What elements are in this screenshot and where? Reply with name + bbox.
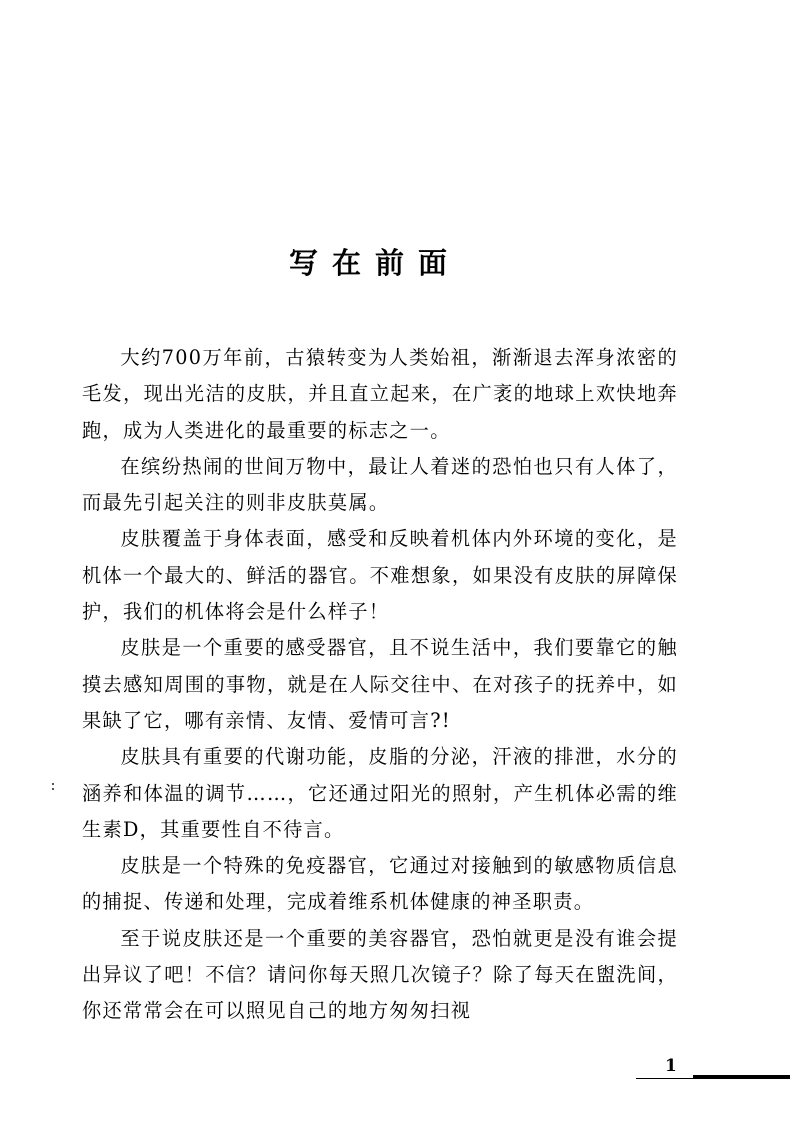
paragraph: 至于说皮肤还是一个重要的美容器官，恐怕就更是没有谁会提出异议了吧！不信？请问你每天照几次镜子？除了每天在盥洗间，你还常常会在可以照见自己的地方匆匆扫视	[82, 926, 678, 1023]
page-title: 写在前面	[288, 246, 461, 281]
paragraph: 大约700万年前，古猿转变为人类始祖，渐渐退去浑身浓密的毛发，现出光洁的皮肤，并且直立起来，在广袤的地球上欢快地奔跑，成为人类进化的最重要的标志之一。	[82, 346, 678, 442]
body-text	[82, 340, 678, 1030]
paragraph: 皮肤覆盖于身体表面，感受和反映着机体内外环境的变化，是机体一个最大的、鲜活的器官。不难想象，如果没有皮肤的屏障保护，我们的机体将会是什么样子！	[82, 527, 678, 624]
footer-rule-thin	[636, 1078, 693, 1079]
page-number: 1	[665, 1056, 677, 1076]
paragraph: 皮肤是一个特殊的免疫器官，它通过对接触到的敏感物质信息的捕捉、传递和处理，完成着维系机体健康的神圣职责。	[82, 854, 678, 914]
paragraph: 皮肤是一个重要的感受器官，且不说生活中，我们要靠它的触摸去感知周围的事物，就是在人际交往中、在对孩子的抚养中，如果缺了它，哪有亲情、友情、爱情可言?!	[82, 636, 678, 732]
page-footer	[636, 1056, 790, 1082]
footer-rule-thick	[693, 1075, 790, 1079]
paragraph: 皮肤具有重要的代谢功能，皮脂的分泌，汗液的排泄，水分的涵养和体温的调节……，它还通过阳光的照射，产生机体必需的维生素D，其重要性自不待言。	[82, 745, 678, 841]
scan-marks	[52, 783, 55, 793]
paragraph: 在缤纷热闹的世间万物中，最让人着迷的恐怕也只有人体了，而最先引起关注的则非皮肤莫属。	[82, 454, 678, 515]
